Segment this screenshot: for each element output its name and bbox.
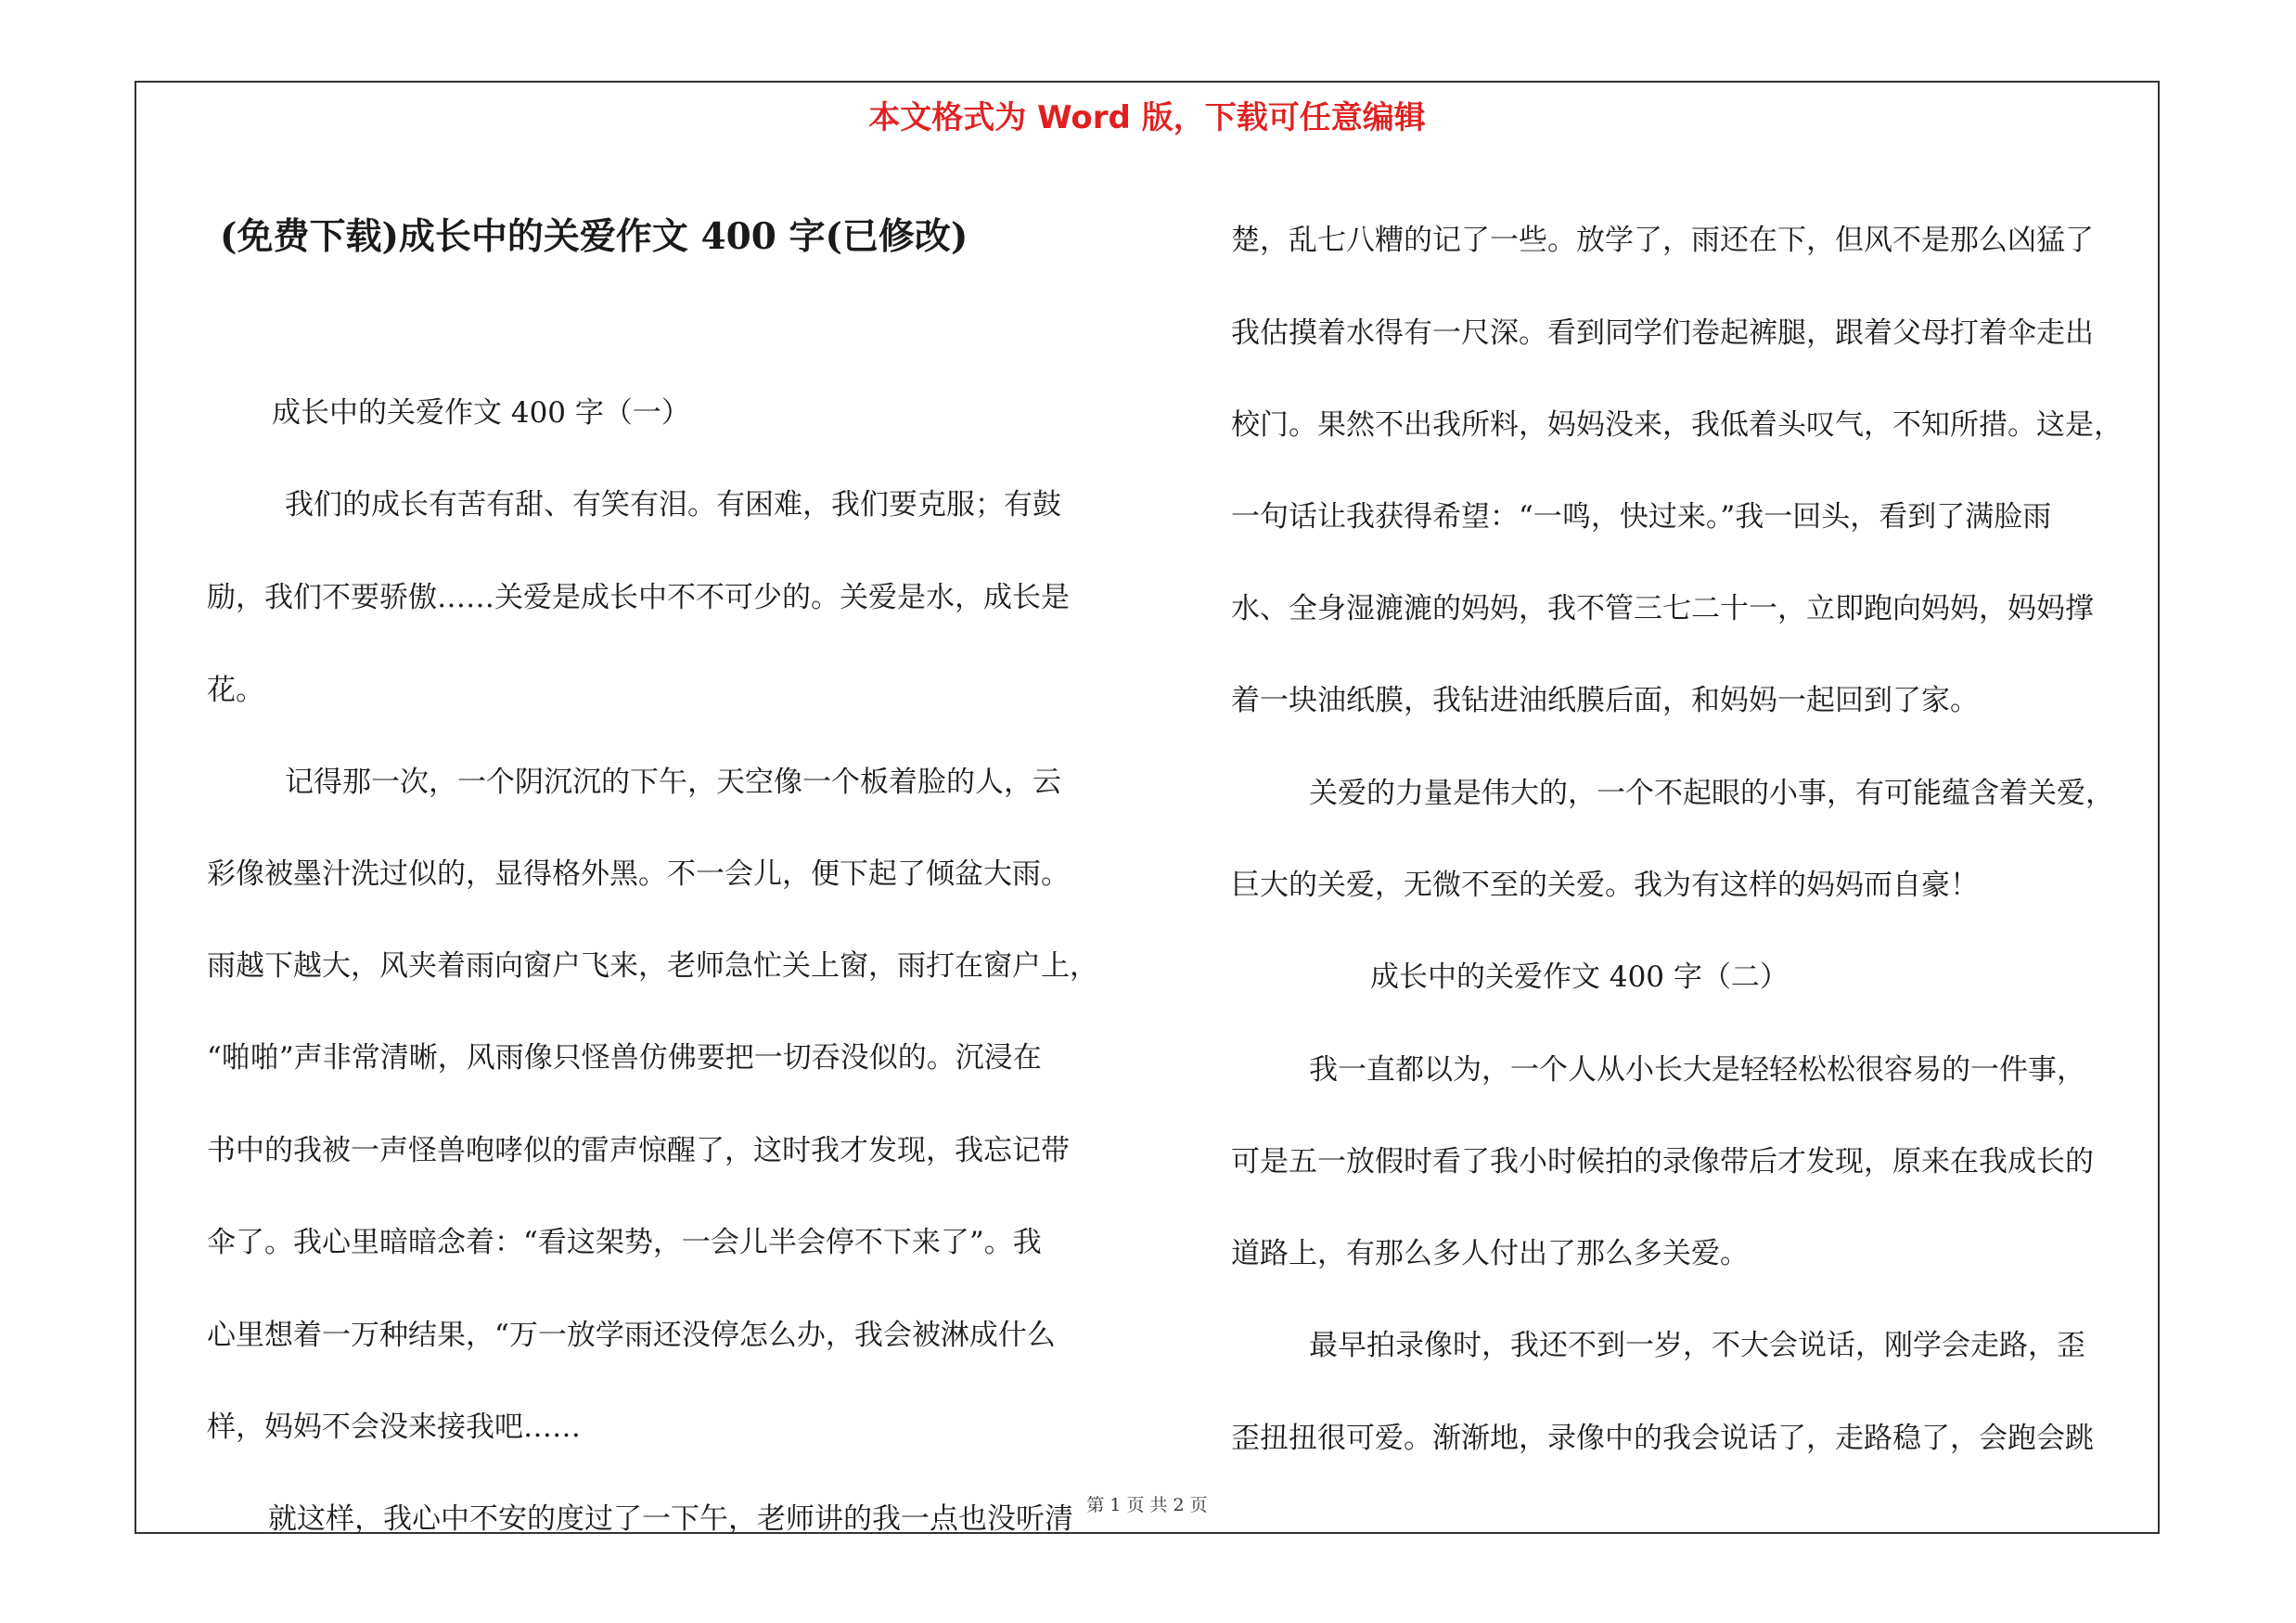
paragraph-line: 着一块油纸膜，我钻进油纸膜后面，和妈妈一起回到了家。 xyxy=(1231,684,1979,717)
paragraph-line: 伞了。我心里暗暗念着：“看这架势，一会儿半会停不下来了”。我 xyxy=(207,1226,1042,1259)
paragraph-line: 我们的成长有苦有甜、有笑有泪。有困难，我们要克服；有鼓 xyxy=(285,488,1061,522)
paragraph-line: 我估摸着水得有一尺深。看到同学们卷起裤腿，跟着父母打着伞走出 xyxy=(1231,316,2094,350)
paragraph-line: 校门。果然不出我所料，妈妈没来，我低着头叹气，不知所措。这是， xyxy=(1231,408,2123,442)
document-title: (免费下载)成长中的关爱作文 400 字(已修改) xyxy=(220,215,968,258)
paragraph-line: 道路上，有那么多人付出了那么多关爱。 xyxy=(1231,1237,1749,1270)
paragraph-line: 巨大的关爱，无微不至的关爱。我为有这样的妈妈而自豪！ xyxy=(1231,869,1979,902)
section-heading-two: 成长中的关爱作文 400 字（二） xyxy=(1370,960,1789,994)
paragraph-line: 花。 xyxy=(207,674,264,707)
document-page xyxy=(135,81,2160,1534)
paragraph-line: 歪扭扭很可爱。渐渐地，录像中的我会说话了，走路稳了，会跑会跳 xyxy=(1231,1422,2094,1455)
paragraph-line: 可是五一放假时看了我小时候拍的录像带后才发现，原来在我成长的 xyxy=(1231,1145,2094,1179)
paragraph-line: “啪啪”声非常清晰，风雨像只怪兽仿佛要把一切吞没似的。沉浸在 xyxy=(207,1041,1042,1075)
paragraph-line: 励，我们不要骄傲……关爱是成长中不不可少的。关爱是水，成长是 xyxy=(207,581,1070,614)
paragraph-line: 水、全身湿漉漉的妈妈，我不管三七二十一，立即跑向妈妈，妈妈撑 xyxy=(1231,592,2094,625)
paragraph-line: 关爱的力量是伟大的，一个不起眼的小事，有可能蕴含着关爱， xyxy=(1309,777,2114,810)
page-footer: 第 1 页 共 2 页 xyxy=(1086,1495,1208,1515)
paragraph-line: 楚，乱七八糟的记了一些。放学了，雨还在下，但风不是那么凶猛了 xyxy=(1231,224,2094,257)
paragraph-line: 记得那一次，一个阴沉沉的下午，天空像一个板着脸的人，云 xyxy=(285,766,1061,799)
paragraph-line: 雨越下越大，风夹着雨向窗户飞来，老师急忙关上窗，雨打在窗户上， xyxy=(207,949,1098,983)
paragraph-line: 心里想着一万种结果，“万一放学雨还没停怎么办，我会被淋成什么 xyxy=(207,1319,1056,1352)
paragraph-line: 就这样，我心中不安的度过了一下午，老师讲的我一点也没听清 xyxy=(268,1502,1073,1536)
section-heading-one: 成长中的关爱作文 400 字（一） xyxy=(272,396,690,430)
paragraph-line: 书中的我被一声怪兽咆哮似的雷声惊醒了，这时我才发现，我忘记带 xyxy=(207,1134,1070,1167)
paragraph-line: 一句话让我获得希望：“一鸣，快过来。”我一回头，看到了满脸雨 xyxy=(1231,500,2052,534)
paragraph-line: 我一直都以为，一个人从小长大是轻轻松松很容易的一件事， xyxy=(1309,1053,2085,1087)
edit-notice-banner: 本文格式为 Word 版，下载可任意编辑 xyxy=(868,99,1426,136)
paragraph-line: 样，妈妈不会没来接我吧…… xyxy=(207,1410,581,1444)
paragraph-line: 最早拍录像时，我还不到一岁，不大会说话，刚学会走路，歪 xyxy=(1309,1329,2085,1362)
paragraph-line: 彩像被墨汁洗过似的，显得格外黑。不一会儿，便下起了倾盆大雨。 xyxy=(207,857,1070,891)
